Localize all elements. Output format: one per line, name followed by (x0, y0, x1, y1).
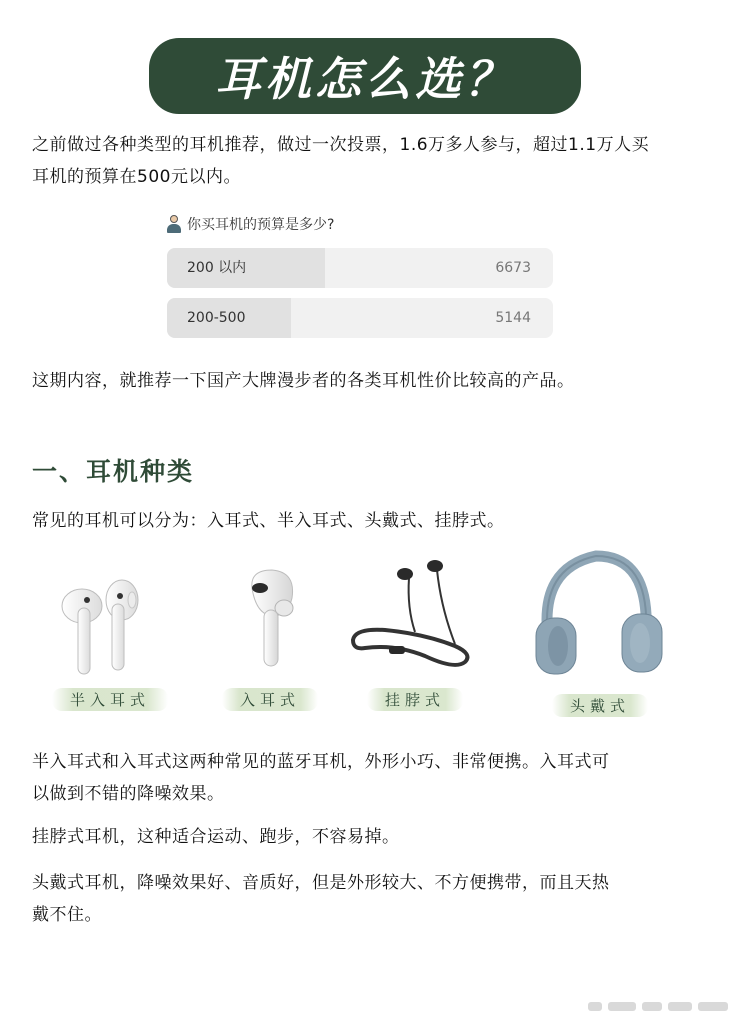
half-in-ear-earbuds-icon (40, 548, 180, 683)
earphone-types-row (40, 548, 720, 718)
section-heading: 一、耳机种类 (32, 457, 195, 486)
poll-option-count: 6673 (495, 260, 531, 276)
type-item-neckband (345, 548, 485, 718)
description-paragraph-3 (32, 867, 722, 931)
page-title: 耳机怎么选？ (215, 52, 515, 106)
type-item-half-in-ear (40, 548, 180, 718)
title-banner (149, 38, 581, 114)
type-label: 挂脖式 (345, 688, 485, 711)
types-lead-paragraph: 常见的耳机可以分为：入耳式、半入耳式、头戴式、挂脖式。 (32, 511, 505, 531)
over-ear-headphones-icon (530, 548, 670, 683)
neckband-earphones-icon (345, 548, 485, 683)
watermark (588, 1000, 738, 1012)
type-label: 头戴式 (530, 694, 670, 717)
intro-line-2: 耳机的预算在500元以内。 (32, 167, 241, 187)
user-avatar-icon (167, 215, 181, 233)
description-3-line-2: 戴不住。 (32, 905, 102, 925)
intro-line-1: 之前做过各种类型的耳机推荐，做过一次投票，1.6万多人参与，超过1.1万人买 (32, 135, 650, 155)
description-paragraph-1 (32, 746, 722, 810)
poll-question (167, 210, 553, 238)
poll-question-text: 你买耳机的预算是多少? (187, 217, 335, 233)
poll-option-label: 200 以内 (187, 260, 247, 276)
poll-option-label: 200-500 (187, 310, 246, 326)
poll-option[interactable] (167, 248, 553, 288)
description-3-line-1: 头戴式耳机，降噪效果好、音质好，但是外形较大、不方便携带，而且天热 (32, 873, 610, 893)
description-paragraph-2: 挂脖式耳机，这种适合运动、跑步，不容易掉。 (32, 827, 400, 847)
poll-option[interactable] (167, 298, 553, 338)
description-1-line-2: 以做到不错的降噪效果。 (32, 784, 225, 804)
type-label: 半入耳式 (40, 688, 180, 711)
poll-option-count: 5144 (495, 310, 531, 326)
intro-paragraph (32, 129, 722, 193)
budget-poll (167, 210, 553, 338)
type-label: 入耳式 (200, 688, 340, 711)
description-1-line-1: 半入耳式和入耳式这两种常见的蓝牙耳机，外形小巧、非常便携。入耳式可 (32, 752, 610, 772)
type-item-over-ear (530, 548, 670, 718)
summary-paragraph: 这期内容，就推荐一下国产大牌漫步者的各类耳机性价比较高的产品。 (32, 371, 575, 391)
type-item-in-ear (200, 548, 340, 718)
in-ear-earbud-icon (200, 548, 340, 683)
